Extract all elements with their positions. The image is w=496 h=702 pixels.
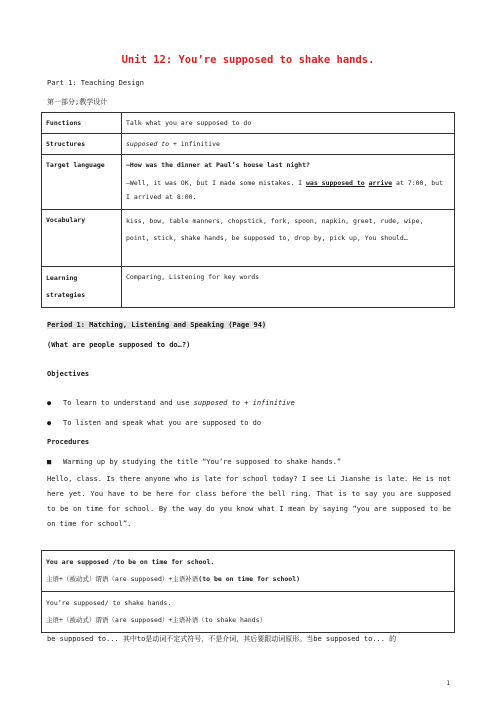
objectives-heading: Objectives [47,370,90,378]
row-value: Comparing, Listening for key words [122,267,455,308]
period-subheading: (What are people supposed to do…?) [47,341,191,349]
grammar-example: You’re supposed/ to shake hands. [46,599,172,607]
square-bullet-icon: ■ [47,458,52,466]
procedures-heading: Procedures [47,438,90,446]
bullet-icon: ● [47,399,52,407]
row-value [122,155,455,210]
row-key: Vocabulary [42,210,122,267]
objective-item: ● To learn to understand and use supposed to + infinitive [47,399,295,407]
grammar-table [41,550,455,633]
warmup-item: ■ Warming up by studying the title “You’re supposed to shake hands.” [47,458,342,466]
structure-italic: supposed to [126,140,170,148]
grammar-structure: 主语+（被动式）谓语（are supposed）+主语补语（to shake hands） [46,616,267,624]
bullet-icon: ● [47,419,52,427]
page-number: 1 [446,680,450,687]
target-answer: —Well, it was OK, but I made some mistakes. I was supposed to arrive at 7:00, but I arrived at 8:00. [126,179,443,201]
row-key: Learning strategies [42,267,122,308]
row-value: kiss, bow, table manners, chopstick, fork, spoon, napkin, greet, rude, wipe, point, stick, shake hands, be supposed to, drop by, pick up, You should… [122,210,455,267]
table-row [42,134,455,155]
row-key: Structures [42,134,122,155]
period-heading: Period 1: Matching, Listening and Speaking (Page 94) [47,321,267,329]
grammar-cell [42,592,455,633]
table-row [42,267,455,308]
part-heading-cn: 第一部分;教学设计 [47,98,108,106]
table-row [42,592,455,633]
intro-paragraph: Hello, class. Is there anyone who is late for school today? I see Li Jianshe is late. He is not here yet. You have to be here for class before the bell ring. That is to say you are supposed to be on time for school. By the way do you know what I mean by saying “you are supposed to be on time for school”. [47,475,451,528]
design-table [41,112,455,308]
row-key: Target language [42,155,122,210]
structure-rest: + infinitive [169,140,220,148]
grammar-example: You are supposed /to be on time for school. [46,558,215,566]
part-heading: Part 1: Teaching Design [47,79,144,87]
row-value [122,134,455,155]
grammar-cell [42,551,455,592]
row-key: Functions [42,113,122,134]
page-title: Unit 12: You’re supposed to shake hands. [121,54,375,66]
table-row [42,210,455,267]
objective-item: ● To listen and speak what you are supposed to do [47,419,262,427]
row-value: Talk what you are supposed to do [122,113,455,134]
table-row [42,155,455,210]
target-question: —How was the dinner at Paul’s house last night? [126,161,310,169]
table-row [42,551,455,592]
grammar-structure: 主语+（被动式）谓语（are supposed）+主语补语(to be on time for school) [46,575,301,583]
footer-line: be supposed to... 其中to是动词不定式符号，不是介词，其后要跟动词原形。当be supposed to... 的 [47,635,397,643]
table-row [42,113,455,134]
